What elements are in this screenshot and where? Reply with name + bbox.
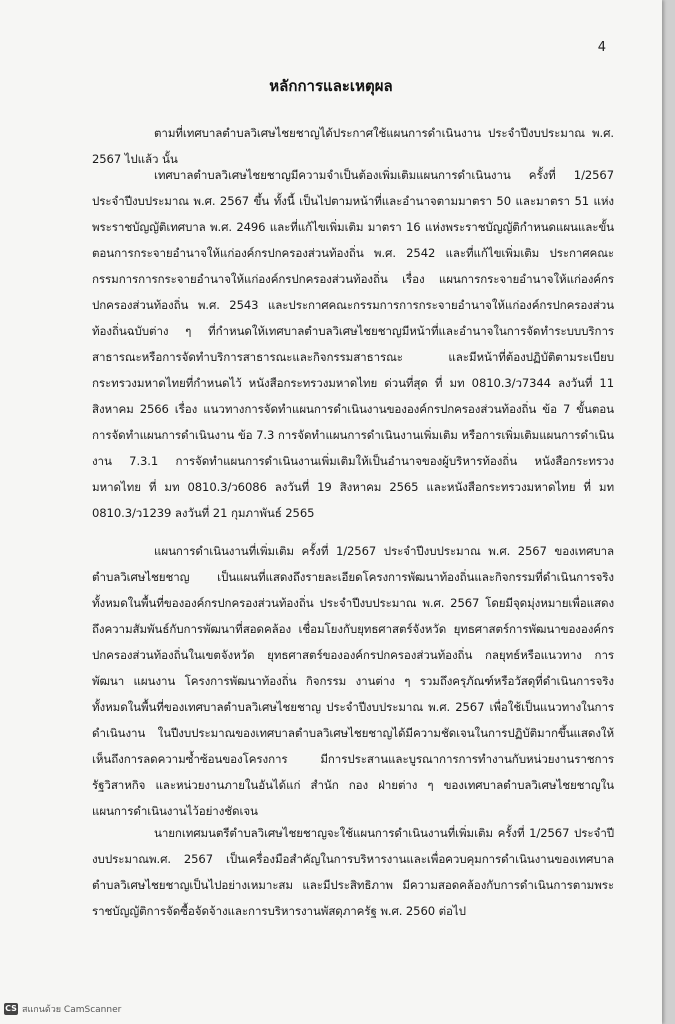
scanner-watermark: [4, 1002, 121, 1016]
camscanner-logo-icon: CS: [5, 1004, 17, 1013]
page-number: 4: [597, 40, 606, 55]
document-title: หลักการและเหตุผล: [269, 77, 393, 95]
paragraph-plan-description: แผนการดำเนินงานที่เพิ่มเติม ครั้งที่ 1/2567 ประจำปีงบประมาณ พ.ศ. 2567 ของเทศบาลตำบลวิเศษไชยชาญ เป็นแผนที่แสดงถึงรายละเอียดโครงการพัฒนาท้องถิ่นและกิจกรรมที่ดำเนินการจริงทั้งหมดในพื้นที่ขององค์กรปกครองส่วนท้องถิ่น ประจำปีงบประมาณ พ.ศ. 2567 โดยมีจุดมุ่งหมายเพื่อแสดงถึงความสัมพันธ์กับการพัฒนาที่สอดคล้อง เชื่อมโยงกับยุทธศาสตร์จังหวัด ยุทธศาสตร์การพัฒนาขององค์กรปกครองส่วนท้องถิ่นในเขตจังหวัด ยุทธศาสตร์ขององค์กรปกครองส่วนท้องถิ่น กลยุทธ์หรือแนวทาง การพัฒนา แผนงาน โครงการพัฒนาท้องถิ่น กิจกรรม งานต่าง ๆ รวมถึงครุภัณฑ์หรือวัสดุที่ดำเนินการจริงทั้งหมดในพื้นที่ของเทศบาลตำบลวิเศษไชยชาญ ประจำปีงบประมาณ พ.ศ. 2567 เพื่อใช้เป็นแนวทางในการดำเนินงาน ในปีงบประมาณของเทศบาลตำบลวิเศษไชยชาญได้มีความชัดเจนในการปฏิบัติมากขึ้นแสดงให้เห็นถึงการลดความซ้ำซ้อนของโครงการ มีการประสานและบูรณาการการทำงานกับหน่วยงานราชการ รัฐวิสาหกิจ และหน่วยงานภายในอันได้แก่ สำนัก กอง ฝ่ายต่าง ๆ ของเทศบาลตำบลวิเศษไชยชาญในแผนการดำเนินงานไว้อย่างชัดเจน: [92, 544, 614, 818]
paragraph-conclusion: นายกเทศมนตรีตำบลวิเศษไชยชาญจะใช้แผนการดำเนินงานที่เพิ่มเติม ครั้งที่ 1/2567 ประจำปีงบประมาณพ.ศ. 2567 เป็นเครื่องมือสำคัญในการบริหารงานและเพื่อควบคุมการดำเนินงานของเทศบาลตำบลวิเศษไชยชาญเป็นไปอย่างเหมาะสม และมีประสิทธิภาพ มีความสอดคล้องกับการดำเนินการตามพระราชบัญญัติการจัดซื้อจัดจ้างและการบริหารงานพัสดุภาครัฐ พ.ศ. 2560 ต่อไป: [92, 826, 614, 918]
watermark-label: สแกนด้วย CamScanner: [22, 1005, 122, 1015]
paragraph-intro: ตามที่เทศบาลตำบลวิเศษไชยชาญได้ประกาศใช้แผนการดำเนินงาน ประจำปีงบประมาณ พ.ศ. 2567 ไปแล้ว นั้น: [92, 126, 614, 166]
paragraph-legal-basis: เทศบาลตำบลวิเศษไชยชาญมีความจำเป็นต้องเพิ่มเติมแผนการดำเนินงาน ครั้งที่ 1/2567 ประจำปีงบประมาณ พ.ศ. 2567 ขึ้น ทั้งนี้ เป็นไปตามหน้าที่และอำนาจตามมาตรา 50 และมาตรา 51 แห่งพระราชบัญญัติเทศบาล พ.ศ. 2496 และที่แก้ไขเพิ่มเติม มาตรา 16 แห่งพระราชบัญญัติกำหนดแผนและขั้นตอนการกระจายอำนาจให้แก่องค์กรปกครองส่วนท้องถิ่น พ.ศ. 2542 และที่แก้ไขเพิ่มเติม ประกาศคณะกรรมการการกระจายอำนาจให้แก่องค์กรปกครองส่วนท้องถิ่น เรื่อง แผนการกระจายอำนาจให้แก่องค์กรปกครองส่วนท้องถิ่น พ.ศ. 2543 และประกาศคณะกรรมการการกระจายอำนาจให้แก่องค์กรปกครองส่วนท้องถิ่นฉบับต่าง ๆ ที่กำหนดให้เทศบาลตำบลวิเศษไชยชาญมีหน้าที่และอำนาจในการจัดทำระบบบริการสาธารณะหรือการจัดทำบริการสาธารณะและกิจกรรมสาธารณะ และมีหน้าที่ต้องปฏิบัติตามระเบียบกระทรวงมหาดไทยที่กำหนดไว้ หนังสือกระทรวงมหาดไทย ด่วนที่สุด ที่ มท 0810.3/ว7344 ลงวันที่ 11 สิงหาคม 2566 เรื่อง แนวทางการจัดทำแผนการดำเนินงานขององค์กรปกครองส่วนท้องถิ่น ข้อ 7 ขั้นตอนการจัดทำแผนการดำเนินงาน ข้อ 7.3 การจัดทำแผนการดำเนินงานเพิ่มเติม หรือการเพิ่มเติมแผนการดำเนินงาน 7.3.1 การจัดทำแผนการดำเนินงานเพิ่มเติมให้เป็นอำนาจของผู้บริหารท้องถิ่น หนังสือกระทรวงมหาดไทย ที่ มท 0810.3/ว6086 ลงวันที่ 19 สิงหาคม 2565 และหนังสือกระทรวงมหาดไทย ที่ มท 0810.3/ว1239 ลงวันที่ 21 กุมภาพันธ์ 2565: [92, 168, 614, 520]
